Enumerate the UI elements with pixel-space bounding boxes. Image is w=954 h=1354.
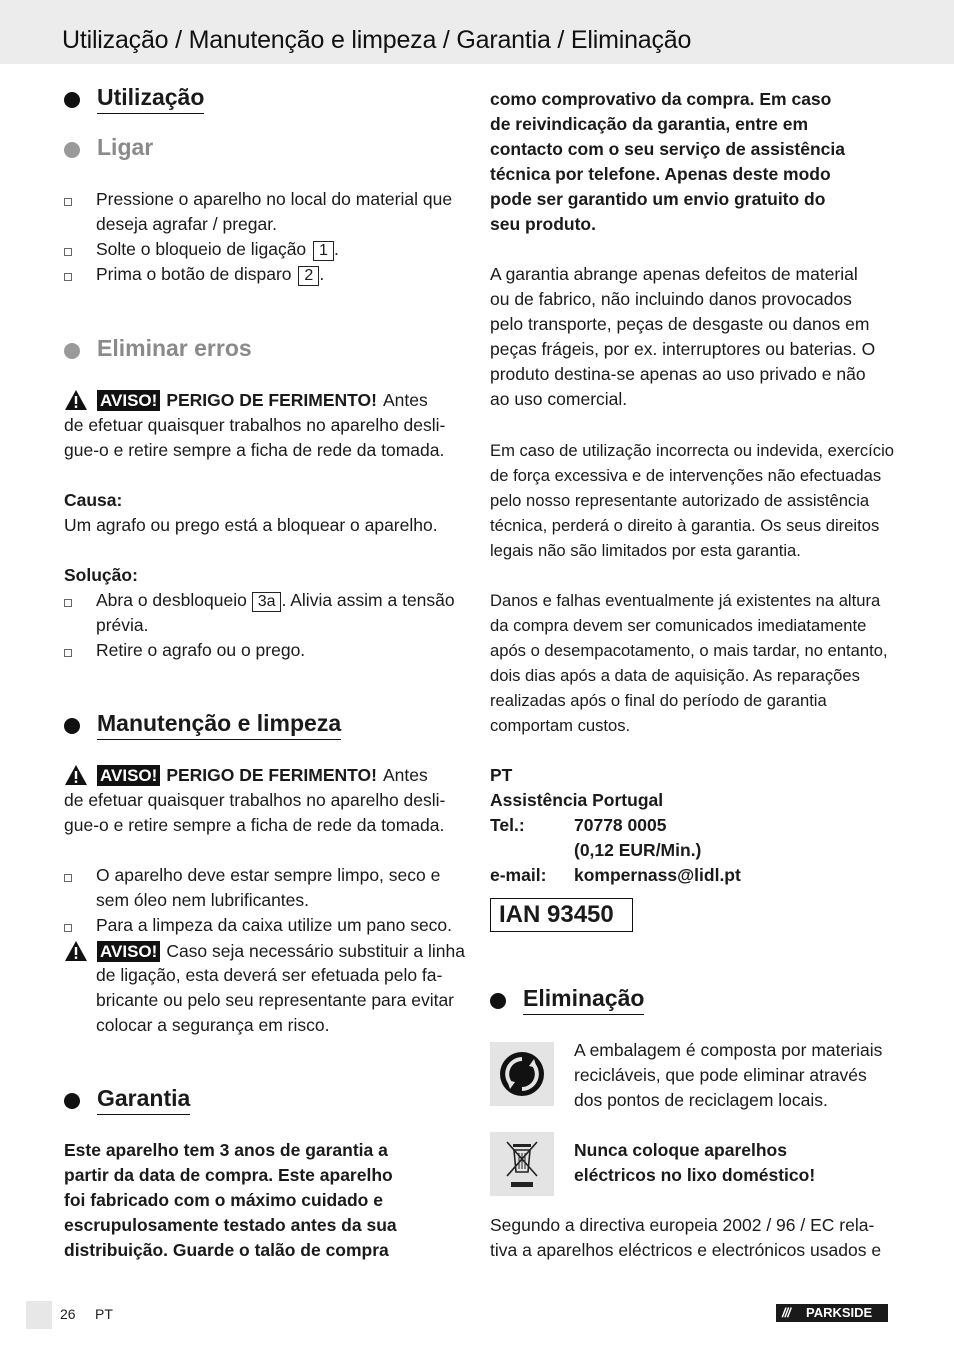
garantia-bold-line: distribuição. Guarde o talão de compra [64,1240,389,1260]
bullet-dot [64,142,80,158]
aviso-label: AVISO! [97,765,160,786]
antes-text: Antes [382,389,428,410]
footer-language: PT [95,1306,113,1322]
email-label: e-mail: [490,865,547,885]
page-header-title: Utilização / Manutenção e limpeza / Garantia / Eliminação [62,26,692,54]
garantia-paragraph-line: legais não são limitados por esta garantia. [490,541,801,560]
garantia-bold-line: contacto com o seu serviço de assistência [490,139,846,159]
garantia-paragraph-line: Danos e falhas eventualmente já existentes na altura [490,591,881,610]
aviso-label: AVISO! [97,390,160,411]
logo-text: PARKSIDE [806,1305,873,1320]
part-ref-2: 2 [298,266,319,286]
garantia-paragraph-line: peças frágeis, por ex. interruptores ou baterias. O [490,339,876,359]
directive-text-line: tiva a aparelhos eléctricos e electrónicos usados e [490,1240,882,1260]
garantia-paragraph-line: técnica, perderá o direito à garantia. Os seus direitos [490,516,880,535]
elim-text-line: dos pontos de reciclagem locais. [574,1090,828,1110]
garantia-paragraph-line: da compra devem ser comunicados imediatamente [490,616,867,635]
warning-text-line: de efetuar quaisquer trabalhos no aparelho desli- [64,415,446,435]
recycling-icon [490,1042,554,1106]
garantia-bold-line: como comprovativo da compra. Em caso [490,89,832,109]
bullet-dot [64,718,80,734]
garantia-paragraph-line: após o desempacotamento, o mais tardar, no entanto, [490,641,888,660]
garantia-paragraph-line: comportam custos. [490,716,631,735]
heading-garantia-label: Garantia [97,1085,190,1115]
heading-utilizacao-label: Utilização [97,84,204,114]
ian-number-box: IAN 93450 [490,898,633,932]
garantia-paragraph-line: produto destina-se apenas ao uso privado e não [490,364,866,384]
garantia-paragraph-line: pelo transporte, peças de desgaste ou danos em [490,314,870,334]
garantia-paragraph-line: realizadas após o final do período de garantia [490,691,827,710]
warning-text-line: gue-o e retire sempre a ficha de rede da tomada. [64,440,445,460]
ligar-step-2: Solte o bloqueio de ligação 1 . [96,239,339,259]
country-code: PT [490,765,513,785]
garantia-bold-line: partir da data de compra. Este aparelho [64,1165,393,1185]
garantia-paragraph-line: pelo nosso representante autorizado de assistência [490,491,870,510]
tel-value: 70778 0005 [574,815,667,835]
checkbox-bullet [64,198,72,206]
warning-text-line: gue-o e retire sempre a ficha de rede da tomada. [64,815,445,835]
crossed-bin-icon [490,1132,554,1196]
solucao-step-2: Retire o agrafo ou o prego. [96,640,306,660]
heading-erros-label: Eliminar erros [97,335,252,361]
warning-block-1 [64,389,428,411]
ligar-step-1b: deseja agrafar / pregar. [96,214,277,234]
part-ref-3a: 3a [252,592,282,612]
service-name: Assistência Portugal [490,790,664,810]
manut-step-2: Para a limpeza da caixa utilize um pano seco. [96,915,453,935]
garantia-bold-line: Este aparelho tem 3 anos de garantia a [64,1140,388,1160]
parkside-logo [776,1304,888,1322]
footer-marker [26,1301,52,1329]
nunca-text-line: eléctricos no lixo doméstico! [574,1165,816,1185]
heading-ligar-label: Ligar [97,134,154,160]
bullet-dot [64,92,80,108]
heading-eliminacao-label: Eliminação [523,985,644,1015]
ligar-step-1a: Pressione o aparelho no local do material que [96,189,453,209]
warning-triangle-icon [64,940,88,962]
directive-text-line: Segundo a directiva europeia 2002 / 96 / EC rela- [490,1215,875,1235]
heading-manutencao-label: Manutenção e limpeza [97,710,341,740]
aviso-label: AVISO! [97,941,160,962]
garantia-paragraph-line: de força excessiva e de intervenções não efectuadas [490,466,882,485]
garantia-bold-line: pode ser garantido um envio gratuito do [490,189,826,209]
garantia-bold-line: seu produto. [490,214,596,234]
warning-block-3 [64,940,465,962]
garantia-paragraph-line: ao uso comercial. [490,389,628,409]
manut-warn-line: bricante ou pelo seu representante para evitar [96,990,455,1010]
solucao-step-1: Abra o desbloqueio 3a . Alivia assim a tensão [96,590,455,610]
tel-label: Tel.: [490,815,525,835]
manut-warn-line: colocar a segurança em risco. [96,1015,330,1035]
elim-text-line: recicláveis, que pode eliminar através [574,1065,867,1085]
ligar-step-3: Prima o botão de disparo 2 . [96,264,325,284]
manut-warn-line: de ligação, esta deverá ser efetuada pelo fa- [96,965,443,985]
solucao-label: Solução: [64,565,138,585]
garantia-bold-line: técnica por telefone. Apenas deste modo [490,164,831,184]
garantia-bold-line: escrupulosamente testado antes da sua [64,1215,397,1235]
garantia-paragraph-line: dois dias após a data de aquisição. As reparações [490,666,860,685]
antes-text: Antes [382,764,428,785]
bullet-dot [490,993,506,1009]
manut-warn-line-a: Caso seja necessário substituir a linha [166,940,465,961]
checkbox-bullet [64,649,72,657]
page-number: 26 [60,1306,76,1322]
garantia-bold-line: foi fabricado com o máximo cuidado e [64,1190,383,1210]
checkbox-bullet [64,273,72,281]
perigo-label: PERIGO DE FERIMENTO! [166,389,377,410]
checkbox-bullet [64,248,72,256]
bullet-dot [64,1093,80,1109]
checkbox-bullet [64,599,72,607]
warning-block-2 [64,764,428,786]
email-value: kompernass@lidl.pt [574,865,741,885]
manut-step-1b: sem óleo nem lubrificantes. [96,890,310,910]
logo-stripes: /// [782,1305,790,1320]
garantia-paragraph-line: ou de fabrico, não incluindo danos provocados [490,289,852,309]
tel-price: (0,12 EUR/Min.) [574,840,702,860]
garantia-paragraph-line: Em caso de utilização incorrecta ou indevida, exercício [490,441,894,460]
solucao-step-1c: prévia. [96,615,149,635]
perigo-label: PERIGO DE FERIMENTO! [166,764,377,785]
elim-text-line: A embalagem é composta por materiais [574,1040,883,1060]
causa-label: Causa: [64,490,123,510]
causa-text: Um agrafo ou prego está a bloquear o aparelho. [64,515,438,535]
nunca-text-line: Nunca coloque aparelhos [574,1140,787,1160]
garantia-bold-line: de reivindicação da garantia, entre em [490,114,809,134]
checkbox-bullet [64,924,72,932]
manut-step-1a: O aparelho deve estar sempre limpo, seco e [96,865,441,885]
warning-text-line: de efetuar quaisquer trabalhos no aparelho desli- [64,790,446,810]
garantia-paragraph-line: A garantia abrange apenas defeitos de material [490,264,858,284]
checkbox-bullet [64,874,72,882]
warning-triangle-icon [64,389,88,411]
bullet-dot [64,343,80,359]
warning-triangle-icon [64,764,88,786]
part-ref-1: 1 [313,241,334,261]
